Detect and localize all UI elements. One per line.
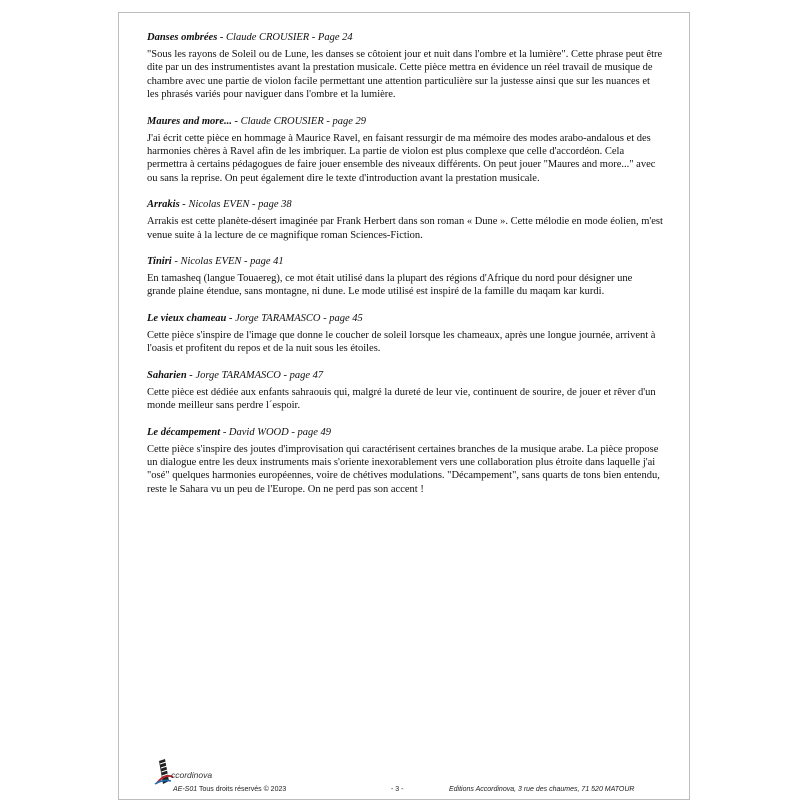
section-text: "Sous les rayons de Soleil ou de Lune, les danses se côtoient jour et nuit dans l'ombre et la lumière". Cette phrase peut être dite par un des instrumentistes avant la prestation musicale. Cette pièce mettra en évidence un réel travail de musique de chambre avec une partie de violon facile permettant une attention particulière sur la justesse ainsi que sur les nuances et les phrasés variés pour naviguer dans l'ombre et la lumière. bbox=[147, 49, 663, 101]
section-heading bbox=[147, 115, 663, 128]
section-text: Cette pièce s'inspire des joutes d'improvisation qui caractérisent certaines branches de la musique arabe. La pièce propose un dialogue entre les deux instruments mais s'oriente inexorablement vers une collaboration plus étroite dans laquelle j'ai "osé" quelques harmonies européennes, voire de chétives modulations. "Décampement", sans quarts de tons bien entendu, reste le Sahara vu un peu de l'Europe. On ne perd pas son accent ! bbox=[147, 443, 660, 495]
publisher-address: Editions Accordinova, 3 rue des chaumes, 71 520 MATOUR bbox=[449, 786, 635, 793]
section-le-decampement bbox=[147, 426, 663, 497]
section-heading bbox=[147, 312, 663, 325]
section-le-vieux-chameau bbox=[147, 312, 663, 356]
piece-author-page: Nicolas EVEN - page 38 bbox=[188, 199, 292, 211]
section-heading bbox=[147, 198, 663, 211]
logo-text: ccordinova bbox=[171, 770, 213, 780]
piece-title: Arrakis - bbox=[147, 199, 186, 211]
piece-title: Tiniri bbox=[147, 256, 172, 268]
piece-title: Le décampement bbox=[147, 426, 221, 438]
section-arrakis bbox=[147, 198, 663, 242]
section-text: En tamasheq (langue Touaereg), ce mot était utilisé dans la plupart des régions d'Afrique du nord pour désigner une grande plaine étendue, sans montagne, ni dune. Le mode utilisé est inspiré de la famille du maqam kar kurdi. bbox=[147, 273, 633, 298]
piece-author-page: - Nicolas EVEN - page 41 bbox=[174, 256, 284, 268]
content-area bbox=[147, 31, 663, 509]
section-text: Arrakis est cette planète-désert imaginée par Frank Herbert dans son roman « Dune ». Cette mélodie en mode éolien, m'est venue suite à la lecture de ce magnifique roman Sciences-Fiction. bbox=[147, 216, 663, 241]
piece-author-page: Claude CROUSIER - Page 24 bbox=[226, 32, 353, 43]
section-text: Cette pièce s'inspire de l'image que donne le coucher de soleil lorsque les chameaux, après une longue journée, arrivent à l'oasis et profitent du repos et de la nuit sous les étoiles. bbox=[147, 329, 656, 355]
accordinova-logo bbox=[139, 759, 213, 783]
page-number: - 3 - bbox=[391, 786, 404, 793]
section-maures-and-more bbox=[147, 115, 663, 186]
section-heading bbox=[147, 426, 663, 439]
section-saharien bbox=[147, 369, 663, 413]
piece-author-page: Jorge TARAMASCO - page 47 bbox=[195, 369, 324, 381]
page-footer bbox=[119, 759, 689, 795]
section-heading bbox=[147, 369, 663, 382]
document-code: AE-S01 bbox=[173, 786, 198, 793]
section-text: J'ai écrit cette pièce en hommage à Maurice Ravel, en faisant ressurgir de ma mémoire des modes arabo-andalous et des harmonies chères à Ravel afin de les imbriquer. La partie de violon est plus complexe que celle d'accordéon. Cela permettra à certains pédagogues de faire jouer ensemble des niveaux différents. On peut jouer "Maures and more..." avec ou sans la reprise. On peut également dire le texte d'introduction avant la prestation musicale. bbox=[147, 132, 656, 184]
document-page bbox=[118, 12, 690, 800]
piece-title: Saharien - bbox=[147, 369, 193, 381]
section-heading bbox=[147, 31, 663, 44]
piece-author-page: Jorge TARAMASCO - page 45 bbox=[235, 312, 363, 324]
copyright-notice: Tous droits réservés © 2023 bbox=[199, 786, 287, 793]
section-danses-ombrees bbox=[147, 31, 663, 102]
piece-author-page: Claude CROUSIER - page 29 bbox=[240, 115, 367, 127]
section-tiniri bbox=[147, 255, 663, 299]
piece-title: Maures and more... - bbox=[147, 115, 239, 127]
piece-title: Danses ombrées - bbox=[147, 32, 224, 43]
section-text: Cette pièce est dédiée aux enfants sahraouis qui, malgré la dureté de leur vie, continuent de sourire, de jouer et rêver d'un monde meilleur sans perdre l´espoir. bbox=[147, 386, 656, 412]
piece-title: Le vieux chameau - bbox=[147, 312, 233, 324]
piece-author-page: - David WOOD - page 49 bbox=[222, 426, 331, 438]
section-heading bbox=[147, 255, 663, 268]
